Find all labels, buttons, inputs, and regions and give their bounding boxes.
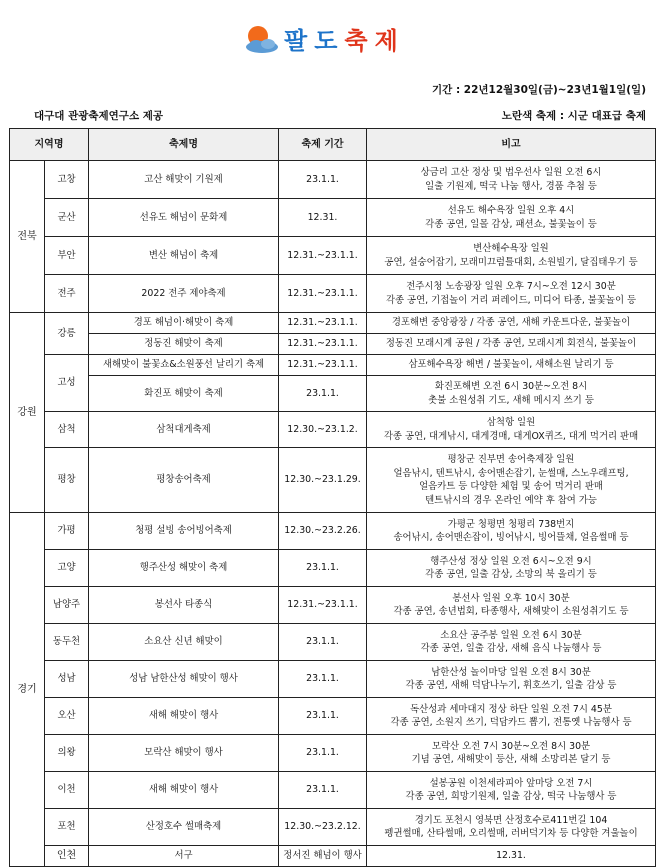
remarks-line: 각종 공연, 희망기원제, 일출 감상, 떡국 나눔행사 등 [405,791,617,802]
remarks-line: 공연, 설숭어잡기, 모래미끄럼틀대회, 소원빌기, 달집태우기 등 [384,256,638,268]
table-row [10,376,656,412]
remarks-line: 각종 공연, 송년법회, 타종행사, 새해맞이 소원성취기도 등 [393,606,629,617]
city-cell: 서구 [89,846,279,867]
city-cell: 부안 [45,237,89,275]
remarks-cell [367,624,656,661]
festival-period-cell: 12.31.~23.1.1. [279,355,367,376]
remarks-line: 평창군 진부면 송어축제장 일원 [447,454,575,465]
festival-period-cell: 12.31.~23.1.1. [279,313,367,334]
remarks-line: 정동진 모래시계 공원 / 각종 공연, 모래시계 회전식, 불꽃놀이 [385,338,637,350]
remarks-line: 각종 공연, 대게낚시, 대게경매, 대게OX퀴즈, 대게 먹거리 판매 [383,430,639,442]
table-row [10,587,656,624]
col-header-region: 지역명 [10,129,89,161]
remarks-cell [367,355,656,376]
remarks-line: 설봉공원 이천세라피아 앞마당 오전 7시 [429,777,593,789]
table-row [10,313,656,334]
logo-char: 도 [314,26,339,55]
remarks-cell [367,448,656,513]
remarks-cell [367,698,656,735]
table-header-row [10,129,656,161]
remarks-cell [367,313,656,334]
remarks-line: 경기도 포천시 영북면 산정호수로411번길 104 [414,814,608,826]
festival-name-cell: 소요산 신년 해맞이 [89,624,279,661]
logo-char: 팔 [284,26,309,55]
festival-period-cell: 12.30.~23.1.29. [279,448,367,513]
table-row [10,698,656,735]
festival-period-cell: 12.31. [279,199,367,237]
logo-title [284,21,399,56]
remarks-cell [367,199,656,237]
festival-name-cell: 평창송어축제 [89,448,279,513]
festival-period-cell: 23.1.1. [279,550,367,587]
festival-period-cell: 23.1.1. [279,772,367,809]
remarks-line: 행주산성 정상 일원 오전 6시~오전 9시 [430,555,592,567]
festival-name-cell: 선유도 해넘이 문화제 [89,199,279,237]
table-row [10,161,656,199]
remarks-cell [367,772,656,809]
remarks-line: 송어낚시, 송어맨손잡이, 빙어낚시, 빙어뜰채, 얼음썰매 등 [393,532,629,543]
festival-period-cell: 23.1.1. [279,661,367,698]
remarks-cell [367,809,656,846]
table-row [10,809,656,846]
festival-period-cell: 23.1.1. [279,161,367,199]
festival-period-cell: 12.31.~23.1.1. [279,334,367,355]
remarks-cell [367,334,656,355]
legend-note: 노란색 축제 : 시군 대표급 축제 [501,110,646,122]
remarks-line: 소요산 공주봉 일원 오전 6시 30분 [440,629,582,641]
region-cell: 경기 [10,513,45,867]
city-cell: 성남 [45,661,89,698]
remarks-line: 경포해변 중앙광장 / 각종 공연, 새해 카운트다운, 불꽃놀이 [391,317,631,329]
festival-period-cell: 23.1.1. [279,735,367,772]
festival-name-cell: 2022 전주 제야축제 [89,275,279,313]
festival-name-cell: 변산 해넘이 축제 [89,237,279,275]
remarks-line: 남한산성 놀이마당 일원 오전 8시 30분 [431,666,591,678]
remarks-line: 기념 공연, 새해맞이 등산, 새해 소망리본 달기 등 [411,754,611,765]
region-cell: 강원 [10,313,45,513]
city-cell: 이천 [45,772,89,809]
table-row [10,199,656,237]
table-row [10,550,656,587]
region-cell: 인천 [45,846,89,867]
remarks-cell [367,661,656,698]
remarks-cell [367,412,656,448]
city-cell: 고성 [45,355,89,412]
remarks-line: 가평군 청평면 청평리 738번지 [447,518,575,530]
festival-name-cell: 모락산 해맞이 행사 [89,735,279,772]
table-row [10,275,656,313]
city-cell: 고창 [45,161,89,199]
festival-name-cell: 행주산성 해맞이 축제 [89,550,279,587]
city-cell: 고양 [45,550,89,587]
city-cell: 삼척 [45,412,89,448]
city-cell: 오산 [45,698,89,735]
table-row [10,448,656,513]
city-cell: 의왕 [45,735,89,772]
festival-name-cell: 정서진 해넘이 행사 [279,846,367,867]
remarks-line: 상금리 고산 정상 및 법우선사 일원 오전 6시 [420,167,602,178]
festival-period-cell: 12.31.~23.1.1. [279,587,367,624]
festival-name-cell: 성남 남한산성 해맞이 행사 [89,661,279,698]
city-cell: 동두천 [45,624,89,661]
table-row [10,355,656,376]
festival-period-cell: 12.30.~23.2.12. [279,809,367,846]
city-cell: 강릉 [45,313,89,355]
festival-name-cell: 고산 해맞이 기원제 [89,161,279,199]
city-cell: 남양주 [45,587,89,624]
region-cell: 전북 [10,161,45,313]
festival-name-cell: 삼척대게축제 [89,412,279,448]
remarks-line: 각종 공연, 기접놀이 거리 퍼레이드, 미디어 타종, 불꽃놀이 등 [385,294,637,306]
remarks-line: 얼음카트 등 다양한 체험 및 송어 먹거리 판매 [419,481,603,492]
remarks-line: 삼포해수욕장 해변 / 불꽃놀이, 새해소원 날리기 등 [408,359,614,371]
col-header-period: 축제 기간 [279,129,367,161]
sunrise-cloud-icon [244,21,280,55]
remarks-line: 선유도 해수욕장 일원 오후 4시 [447,205,575,216]
table-row [10,772,656,809]
table-row [10,624,656,661]
remarks-cell [367,550,656,587]
city-cell: 군산 [45,199,89,237]
festival-period-cell: 23.1.1. [279,624,367,661]
festival-name-cell: 새해 해맞이 행사 [89,772,279,809]
table-row [10,846,656,867]
remarks-line: 모락산 오전 7시 30분~오전 8시 30분 [431,740,591,752]
festival-period-cell: 12.30.~23.1.2. [279,412,367,448]
city-cell: 포천 [45,809,89,846]
table-row [10,237,656,275]
remarks-line: 펭귄썰매, 산타썰매, 오리썰매, 러버덕기차 등 다양한 겨울놀이 [384,828,638,839]
festival-period-cell: 23.1.1. [279,376,367,412]
festival-name-cell: 봉선사 타종식 [89,587,279,624]
col-header-festival: 축제명 [89,129,279,161]
festival-logo [244,18,399,58]
table-row [10,412,656,448]
festival-period-cell: 12.31.~23.1.1. [279,275,367,313]
festival-name-cell: 화진포 해맞이 축제 [89,376,279,412]
remarks-cell [367,275,656,313]
festival-name-cell: 청평 설빙 송어빙어축제 [89,513,279,550]
remarks-line: 변산해수욕장 일원 [473,243,549,254]
table-row [10,334,656,355]
remarks-line: 각종 공연, 소원지 쓰기, 덕담카드 뽑기, 전통옛 나눔행사 등 [390,717,632,728]
remarks-line: 각종 공연, 일출 감상, 소망의 북 올리기 등 [425,569,597,580]
table-row [10,735,656,772]
remarks-cell [367,237,656,275]
remarks-line: 각종 공연, 일출 감상, 새해 음식 나눔행사 등 [420,643,602,654]
remarks-cell [367,161,656,199]
remarks-line: 촛불 소원성취 기도, 새해 메시지 쓰기 등 [428,394,594,406]
table-row [10,513,656,550]
remarks-line: 텐트낚시의 경우 온라인 예약 후 참여 가능 [425,494,597,506]
data-provider: 대구대 관광축제연구소 제공 [34,110,164,122]
city-cell: 평창 [45,448,89,513]
remarks-line: 얼음낚시, 텐트낚시, 송어맨손잡기, 눈썰매, 스노우래프팅, [393,467,629,479]
remarks-cell [367,735,656,772]
table-row [10,661,656,698]
remarks-line: 삼척항 일원 [486,417,536,428]
festival-name-cell: 산정호수 썰매축제 [89,809,279,846]
festival-period-cell: 23.1.1. [279,698,367,735]
festival-period-cell: 12.30.~23.2.26. [279,513,367,550]
logo-char: 제 [374,26,399,55]
city-cell: 전주 [45,275,89,313]
remarks-line: 일출 기원제, 떡국 나눔 행사, 경품 추첨 등 [425,180,597,192]
festival-period-cell: 12.31. [367,846,656,867]
remarks-cell [367,513,656,550]
remarks-line: 봉선사 일원 오후 10시 30분 [452,592,570,604]
festival-name-cell: 경포 해넘이·해맞이 축제 [89,313,279,334]
festival-period-cell: 12.31.~23.1.1. [279,237,367,275]
logo-char: 축 [344,26,369,55]
festival-name-cell: 새해 해맞이 행사 [89,698,279,735]
remarks-line: 전주시청 노송광장 일원 오후 7시~오전 12시 30분 [406,281,616,292]
remarks-line: 화진포해변 오전 6시 30분~오전 8시 [434,381,588,392]
col-header-remarks: 비고 [367,129,656,161]
remarks-cell [367,587,656,624]
city-cell: 가평 [45,513,89,550]
festival-name-cell: 정동진 해맞이 축제 [89,334,279,355]
remarks-line: 각종 공연, 일몰 감상, 패션쇼, 불꽃놀이 등 [425,218,597,230]
festival-period: 기간 : 22년12월30일(금)~23년1월1일(일) [432,84,646,96]
remarks-line: 각종 공연, 새해 덕담나누기, 휘호쓰기, 일출 감상 등 [405,680,617,691]
festival-name-cell: 새해맞이 불꽃쇼&소원풍선 날리기 축제 [89,355,279,376]
remarks-line: 독산성과 세마대지 정상 하단 일원 오전 7시 45분 [410,703,612,715]
remarks-cell [367,376,656,412]
festival-table [9,128,656,867]
